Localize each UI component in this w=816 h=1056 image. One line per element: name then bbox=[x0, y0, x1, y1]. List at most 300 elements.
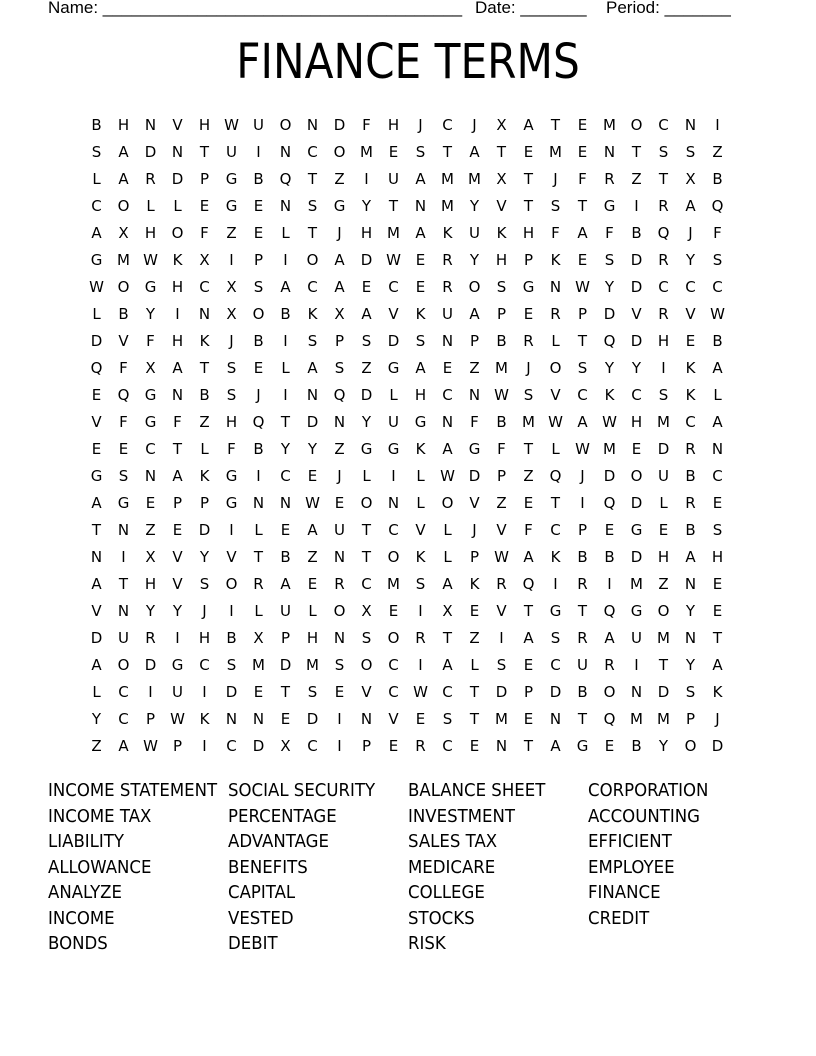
grid-letter[interactable]: U bbox=[118, 629, 129, 647]
grid-letter[interactable]: Q bbox=[603, 710, 616, 728]
grid-letter[interactable]: N bbox=[171, 386, 184, 404]
grid-letter[interactable]: G bbox=[333, 197, 346, 215]
grid-letter[interactable]: Q bbox=[549, 467, 562, 485]
grid-letter[interactable]: N bbox=[279, 197, 292, 215]
grid-letter[interactable]: A bbox=[307, 521, 318, 539]
grid-letter[interactable]: Q bbox=[90, 359, 103, 377]
grid-letter[interactable]: U bbox=[280, 602, 291, 620]
grid-letter[interactable]: A bbox=[91, 575, 102, 593]
grid-letter[interactable]: W bbox=[170, 710, 185, 728]
grid-letter[interactable]: S bbox=[658, 143, 669, 161]
grid-letter[interactable]: I bbox=[337, 737, 342, 755]
grid-letter[interactable]: I bbox=[418, 656, 423, 674]
grid-letter[interactable]: H bbox=[117, 116, 130, 134]
grid-letter[interactable]: E bbox=[307, 467, 318, 485]
grid-letter[interactable]: S bbox=[226, 656, 237, 674]
grid-letter[interactable]: C bbox=[388, 278, 399, 296]
grid-letter[interactable]: Z bbox=[361, 359, 372, 377]
grid-letter[interactable]: S bbox=[415, 143, 426, 161]
grid-letter[interactable]: R bbox=[658, 305, 669, 323]
grid-letter[interactable]: N bbox=[441, 332, 454, 350]
grid-letter[interactable]: H bbox=[306, 629, 319, 647]
grid-letter[interactable]: Y bbox=[685, 656, 696, 674]
grid-letter[interactable]: L bbox=[551, 332, 560, 350]
grid-letter[interactable]: D bbox=[360, 251, 373, 269]
grid-letter[interactable]: A bbox=[334, 278, 345, 296]
grid-letter[interactable]: C bbox=[442, 737, 453, 755]
grid-letter[interactable]: N bbox=[252, 710, 265, 728]
grid-letter[interactable]: U bbox=[469, 224, 480, 242]
grid-letter[interactable]: P bbox=[199, 170, 210, 188]
grid-letter[interactable]: Y bbox=[361, 197, 372, 215]
grid-letter[interactable]: S bbox=[496, 656, 507, 674]
grid-letter[interactable]: S bbox=[685, 683, 696, 701]
grid-letter[interactable]: S bbox=[307, 332, 318, 350]
grid-letter[interactable]: I bbox=[553, 575, 558, 593]
grid-letter[interactable]: N bbox=[333, 629, 346, 647]
grid-letter[interactable]: E bbox=[712, 602, 723, 620]
grid-letter[interactable]: L bbox=[254, 602, 263, 620]
grid-letter[interactable]: O bbox=[360, 494, 373, 512]
grid-letter[interactable]: S bbox=[523, 386, 534, 404]
grid-letter[interactable]: S bbox=[577, 359, 588, 377]
grid-letter[interactable]: C bbox=[307, 737, 318, 755]
grid-letter[interactable]: J bbox=[688, 224, 693, 242]
grid-letter[interactable]: A bbox=[280, 575, 291, 593]
date-field[interactable]: Date: _______ bbox=[475, 0, 587, 17]
grid-letter[interactable]: L bbox=[92, 683, 101, 701]
grid-letter[interactable]: H bbox=[711, 548, 724, 566]
grid-letter[interactable]: O bbox=[333, 143, 346, 161]
grid-letter[interactable]: A bbox=[415, 224, 426, 242]
grid-letter[interactable]: C bbox=[280, 467, 291, 485]
grid-letter[interactable]: B bbox=[577, 548, 588, 566]
grid-letter[interactable]: W bbox=[89, 278, 104, 296]
grid-letter[interactable]: I bbox=[229, 251, 234, 269]
grid-letter[interactable]: H bbox=[495, 251, 508, 269]
grid-letter[interactable]: L bbox=[281, 224, 290, 242]
grid-letter[interactable]: D bbox=[630, 278, 643, 296]
grid-letter[interactable]: A bbox=[91, 656, 102, 674]
grid-letter[interactable]: W bbox=[440, 467, 455, 485]
grid-letter[interactable]: L bbox=[200, 440, 209, 458]
grid-letter[interactable]: T bbox=[550, 494, 561, 512]
grid-letter[interactable]: N bbox=[198, 305, 211, 323]
grid-letter[interactable]: F bbox=[119, 413, 128, 431]
grid-letter[interactable]: X bbox=[118, 224, 129, 242]
grid-letter[interactable]: A bbox=[604, 629, 615, 647]
grid-letter[interactable]: C bbox=[658, 116, 669, 134]
grid-letter[interactable]: J bbox=[472, 116, 477, 134]
grid-letter[interactable]: M bbox=[387, 224, 400, 242]
grid-letter[interactable]: S bbox=[226, 359, 237, 377]
grid-letter[interactable]: H bbox=[198, 116, 211, 134]
grid-letter[interactable]: T bbox=[199, 359, 210, 377]
grid-letter[interactable]: P bbox=[199, 494, 210, 512]
grid-letter[interactable]: L bbox=[173, 197, 182, 215]
grid-letter[interactable]: C bbox=[442, 386, 453, 404]
grid-letter[interactable]: K bbox=[415, 548, 426, 566]
grid-letter[interactable]: T bbox=[442, 143, 453, 161]
grid-letter[interactable]: U bbox=[658, 467, 669, 485]
grid-letter[interactable]: G bbox=[549, 602, 562, 620]
grid-letter[interactable]: H bbox=[360, 224, 373, 242]
grid-letter[interactable]: I bbox=[391, 467, 396, 485]
grid-letter[interactable]: N bbox=[684, 629, 697, 647]
grid-letter[interactable]: R bbox=[334, 575, 345, 593]
grid-letter[interactable]: D bbox=[657, 440, 670, 458]
grid-letter[interactable]: W bbox=[494, 548, 509, 566]
grid-letter[interactable]: Y bbox=[604, 278, 615, 296]
grid-letter[interactable]: C bbox=[685, 278, 696, 296]
grid-letter[interactable]: E bbox=[91, 386, 102, 404]
grid-letter[interactable]: H bbox=[522, 224, 535, 242]
grid-letter[interactable]: F bbox=[497, 440, 506, 458]
grid-letter[interactable]: T bbox=[523, 737, 534, 755]
grid-letter[interactable]: Q bbox=[333, 386, 346, 404]
grid-letter[interactable]: J bbox=[553, 170, 558, 188]
grid-letter[interactable]: L bbox=[92, 170, 101, 188]
grid-letter[interactable]: H bbox=[630, 413, 643, 431]
grid-letter[interactable]: K bbox=[199, 332, 210, 350]
grid-letter[interactable]: G bbox=[576, 737, 589, 755]
grid-letter[interactable]: S bbox=[334, 656, 345, 674]
grid-letter[interactable]: N bbox=[495, 737, 508, 755]
grid-letter[interactable]: P bbox=[496, 305, 507, 323]
grid-letter[interactable]: E bbox=[253, 359, 264, 377]
grid-letter[interactable]: T bbox=[280, 683, 291, 701]
grid-letter[interactable]: M bbox=[117, 251, 130, 269]
grid-letter[interactable]: T bbox=[658, 656, 669, 674]
grid-letter[interactable]: T bbox=[469, 683, 480, 701]
grid-letter[interactable]: N bbox=[144, 467, 157, 485]
grid-letter[interactable]: N bbox=[90, 548, 103, 566]
grid-letter[interactable]: E bbox=[469, 602, 480, 620]
grid-letter[interactable]: L bbox=[146, 197, 155, 215]
grid-letter[interactable]: M bbox=[306, 656, 319, 674]
grid-letter[interactable]: S bbox=[685, 143, 696, 161]
grid-letter[interactable]: R bbox=[604, 170, 615, 188]
grid-letter[interactable]: C bbox=[712, 467, 723, 485]
grid-letter[interactable]: H bbox=[171, 278, 184, 296]
grid-letter[interactable]: C bbox=[91, 197, 102, 215]
grid-letter[interactable]: K bbox=[172, 251, 183, 269]
grid-letter[interactable]: H bbox=[657, 332, 670, 350]
grid-letter[interactable]: W bbox=[548, 413, 563, 431]
grid-letter[interactable]: E bbox=[307, 575, 318, 593]
grid-letter[interactable]: K bbox=[712, 683, 723, 701]
grid-letter[interactable]: X bbox=[361, 602, 372, 620]
grid-letter[interactable]: G bbox=[387, 359, 400, 377]
grid-letter[interactable]: C bbox=[118, 710, 129, 728]
grid-letter[interactable]: O bbox=[468, 278, 481, 296]
grid-letter[interactable]: R bbox=[496, 575, 507, 593]
grid-letter[interactable]: T bbox=[280, 413, 291, 431]
grid-letter[interactable]: C bbox=[145, 440, 156, 458]
grid-letter[interactable]: F bbox=[362, 116, 371, 134]
grid-letter[interactable]: F bbox=[227, 440, 236, 458]
grid-letter[interactable]: O bbox=[387, 548, 400, 566]
grid-letter[interactable]: D bbox=[306, 710, 319, 728]
grid-letter[interactable]: J bbox=[337, 224, 342, 242]
grid-letter[interactable]: P bbox=[334, 332, 345, 350]
grid-letter[interactable]: J bbox=[526, 359, 531, 377]
grid-letter[interactable]: Q bbox=[603, 602, 616, 620]
grid-letter[interactable]: I bbox=[202, 683, 207, 701]
grid-letter[interactable]: K bbox=[550, 548, 561, 566]
grid-letter[interactable]: R bbox=[685, 494, 696, 512]
grid-letter[interactable]: G bbox=[225, 170, 238, 188]
grid-letter[interactable]: X bbox=[145, 548, 156, 566]
grid-letter[interactable]: A bbox=[685, 197, 696, 215]
grid-letter[interactable]: O bbox=[387, 629, 400, 647]
grid-letter[interactable]: E bbox=[604, 737, 615, 755]
grid-letter[interactable]: A bbox=[280, 278, 291, 296]
grid-letter[interactable]: P bbox=[685, 710, 696, 728]
grid-letter[interactable]: T bbox=[577, 197, 588, 215]
grid-letter[interactable]: W bbox=[224, 116, 239, 134]
grid-letter[interactable]: P bbox=[253, 251, 264, 269]
grid-letter[interactable]: A bbox=[118, 143, 129, 161]
grid-letter[interactable]: N bbox=[684, 116, 697, 134]
grid-letter[interactable]: G bbox=[468, 440, 481, 458]
grid-letter[interactable]: E bbox=[91, 440, 102, 458]
grid-letter[interactable]: H bbox=[171, 332, 184, 350]
grid-letter[interactable]: J bbox=[472, 521, 477, 539]
grid-letter[interactable]: A bbox=[577, 224, 588, 242]
grid-letter[interactable]: Y bbox=[604, 359, 615, 377]
grid-letter[interactable]: E bbox=[442, 359, 453, 377]
grid-letter[interactable]: S bbox=[361, 629, 372, 647]
grid-letter[interactable]: M bbox=[495, 359, 508, 377]
grid-letter[interactable]: V bbox=[631, 305, 642, 323]
grid-letter[interactable]: K bbox=[550, 251, 561, 269]
grid-letter[interactable]: G bbox=[117, 494, 130, 512]
grid-letter[interactable]: I bbox=[283, 332, 288, 350]
grid-letter[interactable]: Z bbox=[226, 224, 237, 242]
grid-letter[interactable]: F bbox=[119, 359, 128, 377]
grid-letter[interactable]: A bbox=[523, 116, 534, 134]
grid-letter[interactable]: J bbox=[337, 467, 342, 485]
grid-letter[interactable]: F bbox=[470, 413, 479, 431]
grid-letter[interactable]: T bbox=[388, 197, 399, 215]
grid-letter[interactable]: C bbox=[307, 143, 318, 161]
grid-letter[interactable]: Q bbox=[252, 413, 265, 431]
grid-letter[interactable]: E bbox=[712, 494, 723, 512]
grid-letter[interactable]: A bbox=[523, 548, 534, 566]
grid-letter[interactable]: C bbox=[388, 521, 399, 539]
grid-letter[interactable]: G bbox=[225, 467, 238, 485]
grid-letter[interactable]: Z bbox=[631, 170, 642, 188]
grid-letter[interactable]: Z bbox=[334, 170, 345, 188]
grid-letter[interactable]: Z bbox=[91, 737, 102, 755]
grid-letter[interactable]: S bbox=[91, 143, 102, 161]
grid-letter[interactable]: N bbox=[603, 143, 616, 161]
grid-letter[interactable]: P bbox=[172, 737, 183, 755]
grid-letter[interactable]: U bbox=[334, 521, 345, 539]
grid-letter[interactable]: E bbox=[253, 224, 264, 242]
grid-letter[interactable]: R bbox=[442, 251, 453, 269]
grid-letter[interactable]: E bbox=[523, 494, 534, 512]
grid-letter[interactable]: D bbox=[225, 683, 238, 701]
grid-letter[interactable]: B bbox=[604, 548, 615, 566]
grid-letter[interactable]: S bbox=[658, 386, 669, 404]
grid-letter[interactable]: V bbox=[685, 305, 696, 323]
grid-letter[interactable]: M bbox=[495, 710, 508, 728]
grid-letter[interactable]: L bbox=[254, 521, 263, 539]
grid-letter[interactable]: C bbox=[226, 737, 237, 755]
grid-letter[interactable]: N bbox=[549, 710, 562, 728]
grid-letter[interactable]: B bbox=[253, 332, 264, 350]
grid-letter[interactable]: T bbox=[523, 602, 534, 620]
grid-letter[interactable]: E bbox=[631, 440, 642, 458]
grid-letter[interactable]: W bbox=[710, 305, 725, 323]
grid-letter[interactable]: R bbox=[145, 170, 156, 188]
grid-letter[interactable]: P bbox=[577, 305, 588, 323]
grid-letter[interactable]: N bbox=[252, 494, 265, 512]
grid-letter[interactable]: A bbox=[442, 440, 453, 458]
grid-letter[interactable]: E bbox=[523, 710, 534, 728]
grid-letter[interactable]: D bbox=[603, 467, 616, 485]
grid-letter[interactable]: M bbox=[657, 710, 670, 728]
grid-letter[interactable]: S bbox=[604, 251, 615, 269]
grid-letter[interactable]: H bbox=[414, 386, 427, 404]
grid-letter[interactable]: E bbox=[577, 251, 588, 269]
grid-letter[interactable]: D bbox=[90, 629, 103, 647]
grid-letter[interactable]: V bbox=[226, 548, 237, 566]
grid-letter[interactable]: Y bbox=[172, 602, 183, 620]
grid-letter[interactable]: A bbox=[172, 359, 183, 377]
grid-letter[interactable]: O bbox=[252, 305, 265, 323]
grid-letter[interactable]: A bbox=[172, 467, 183, 485]
grid-letter[interactable]: G bbox=[90, 251, 103, 269]
grid-letter[interactable]: S bbox=[253, 278, 264, 296]
grid-letter[interactable]: A bbox=[415, 359, 426, 377]
grid-letter[interactable]: E bbox=[199, 197, 210, 215]
grid-letter[interactable]: Y bbox=[145, 602, 156, 620]
grid-letter[interactable]: N bbox=[711, 440, 724, 458]
grid-letter[interactable]: K bbox=[469, 575, 480, 593]
grid-letter[interactable]: Z bbox=[199, 413, 210, 431]
grid-letter[interactable]: D bbox=[360, 386, 373, 404]
grid-letter[interactable]: I bbox=[634, 197, 639, 215]
grid-letter[interactable]: K bbox=[415, 440, 426, 458]
grid-letter[interactable]: C bbox=[658, 278, 669, 296]
grid-letter[interactable]: N bbox=[225, 710, 238, 728]
grid-letter[interactable]: N bbox=[333, 413, 346, 431]
grid-letter[interactable]: X bbox=[496, 170, 507, 188]
grid-letter[interactable]: U bbox=[388, 170, 399, 188]
grid-letter[interactable]: U bbox=[442, 305, 453, 323]
grid-letter[interactable]: N bbox=[306, 386, 319, 404]
grid-letter[interactable]: P bbox=[469, 548, 480, 566]
grid-letter[interactable]: K bbox=[442, 224, 453, 242]
grid-letter[interactable]: N bbox=[549, 278, 562, 296]
grid-letter[interactable]: I bbox=[202, 737, 207, 755]
grid-letter[interactable]: W bbox=[413, 683, 428, 701]
grid-letter[interactable]: Y bbox=[685, 251, 696, 269]
grid-letter[interactable]: Y bbox=[685, 602, 696, 620]
grid-letter[interactable]: L bbox=[659, 494, 668, 512]
grid-letter[interactable]: N bbox=[468, 386, 481, 404]
grid-letter[interactable]: U bbox=[172, 683, 183, 701]
grid-letter[interactable]: R bbox=[577, 629, 588, 647]
grid-letter[interactable]: D bbox=[630, 548, 643, 566]
grid-letter[interactable]: E bbox=[388, 602, 399, 620]
grid-letter[interactable]: A bbox=[523, 629, 534, 647]
grid-letter[interactable]: O bbox=[279, 116, 292, 134]
grid-letter[interactable]: L bbox=[416, 494, 425, 512]
grid-letter[interactable]: S bbox=[361, 332, 372, 350]
grid-letter[interactable]: J bbox=[202, 602, 207, 620]
grid-letter[interactable]: Q bbox=[657, 224, 670, 242]
grid-letter[interactable]: Q bbox=[279, 170, 292, 188]
grid-letter[interactable]: S bbox=[226, 386, 237, 404]
grid-letter[interactable]: G bbox=[225, 197, 238, 215]
grid-letter[interactable]: G bbox=[603, 197, 616, 215]
grid-letter[interactable]: B bbox=[118, 305, 129, 323]
grid-letter[interactable]: S bbox=[415, 332, 426, 350]
grid-letter[interactable]: M bbox=[549, 143, 562, 161]
grid-letter[interactable]: V bbox=[496, 197, 507, 215]
grid-letter[interactable]: Z bbox=[658, 575, 669, 593]
grid-letter[interactable]: D bbox=[252, 737, 265, 755]
grid-letter[interactable]: A bbox=[469, 143, 480, 161]
grid-letter[interactable]: C bbox=[307, 278, 318, 296]
grid-letter[interactable]: F bbox=[146, 332, 155, 350]
grid-letter[interactable]: T bbox=[550, 116, 561, 134]
grid-letter[interactable]: W bbox=[143, 737, 158, 755]
grid-letter[interactable]: O bbox=[333, 602, 346, 620]
grid-letter[interactable]: B bbox=[685, 521, 696, 539]
grid-letter[interactable]: E bbox=[469, 737, 480, 755]
grid-letter[interactable]: A bbox=[550, 737, 561, 755]
grid-letter[interactable]: X bbox=[226, 305, 237, 323]
grid-letter[interactable]: G bbox=[225, 494, 238, 512]
grid-letter[interactable]: G bbox=[171, 656, 184, 674]
grid-letter[interactable]: N bbox=[144, 116, 157, 134]
grid-letter[interactable]: S bbox=[307, 683, 318, 701]
grid-letter[interactable]: W bbox=[494, 386, 509, 404]
grid-letter[interactable]: I bbox=[175, 305, 180, 323]
grid-letter[interactable]: M bbox=[468, 170, 481, 188]
grid-letter[interactable]: S bbox=[442, 710, 453, 728]
grid-letter[interactable]: D bbox=[657, 683, 670, 701]
grid-letter[interactable]: V bbox=[361, 683, 372, 701]
grid-letter[interactable]: W bbox=[602, 413, 617, 431]
grid-letter[interactable]: Q bbox=[117, 386, 130, 404]
grid-letter[interactable]: O bbox=[684, 737, 697, 755]
grid-letter[interactable]: N bbox=[333, 548, 346, 566]
grid-letter[interactable]: P bbox=[496, 467, 507, 485]
grid-letter[interactable]: T bbox=[712, 629, 723, 647]
grid-letter[interactable]: E bbox=[577, 116, 588, 134]
grid-letter[interactable]: P bbox=[280, 629, 291, 647]
grid-letter[interactable]: O bbox=[306, 251, 319, 269]
grid-letter[interactable]: C bbox=[685, 413, 696, 431]
grid-letter[interactable]: U bbox=[253, 116, 264, 134]
grid-letter[interactable]: O bbox=[441, 494, 454, 512]
grid-letter[interactable]: E bbox=[280, 710, 291, 728]
grid-letter[interactable]: H bbox=[387, 116, 400, 134]
grid-letter[interactable]: X bbox=[496, 116, 507, 134]
grid-letter[interactable]: C bbox=[550, 521, 561, 539]
grid-letter[interactable]: O bbox=[117, 278, 130, 296]
grid-letter[interactable]: Q bbox=[603, 494, 616, 512]
grid-letter[interactable]: A bbox=[712, 656, 723, 674]
grid-letter[interactable]: O bbox=[630, 116, 643, 134]
grid-letter[interactable]: M bbox=[360, 143, 373, 161]
